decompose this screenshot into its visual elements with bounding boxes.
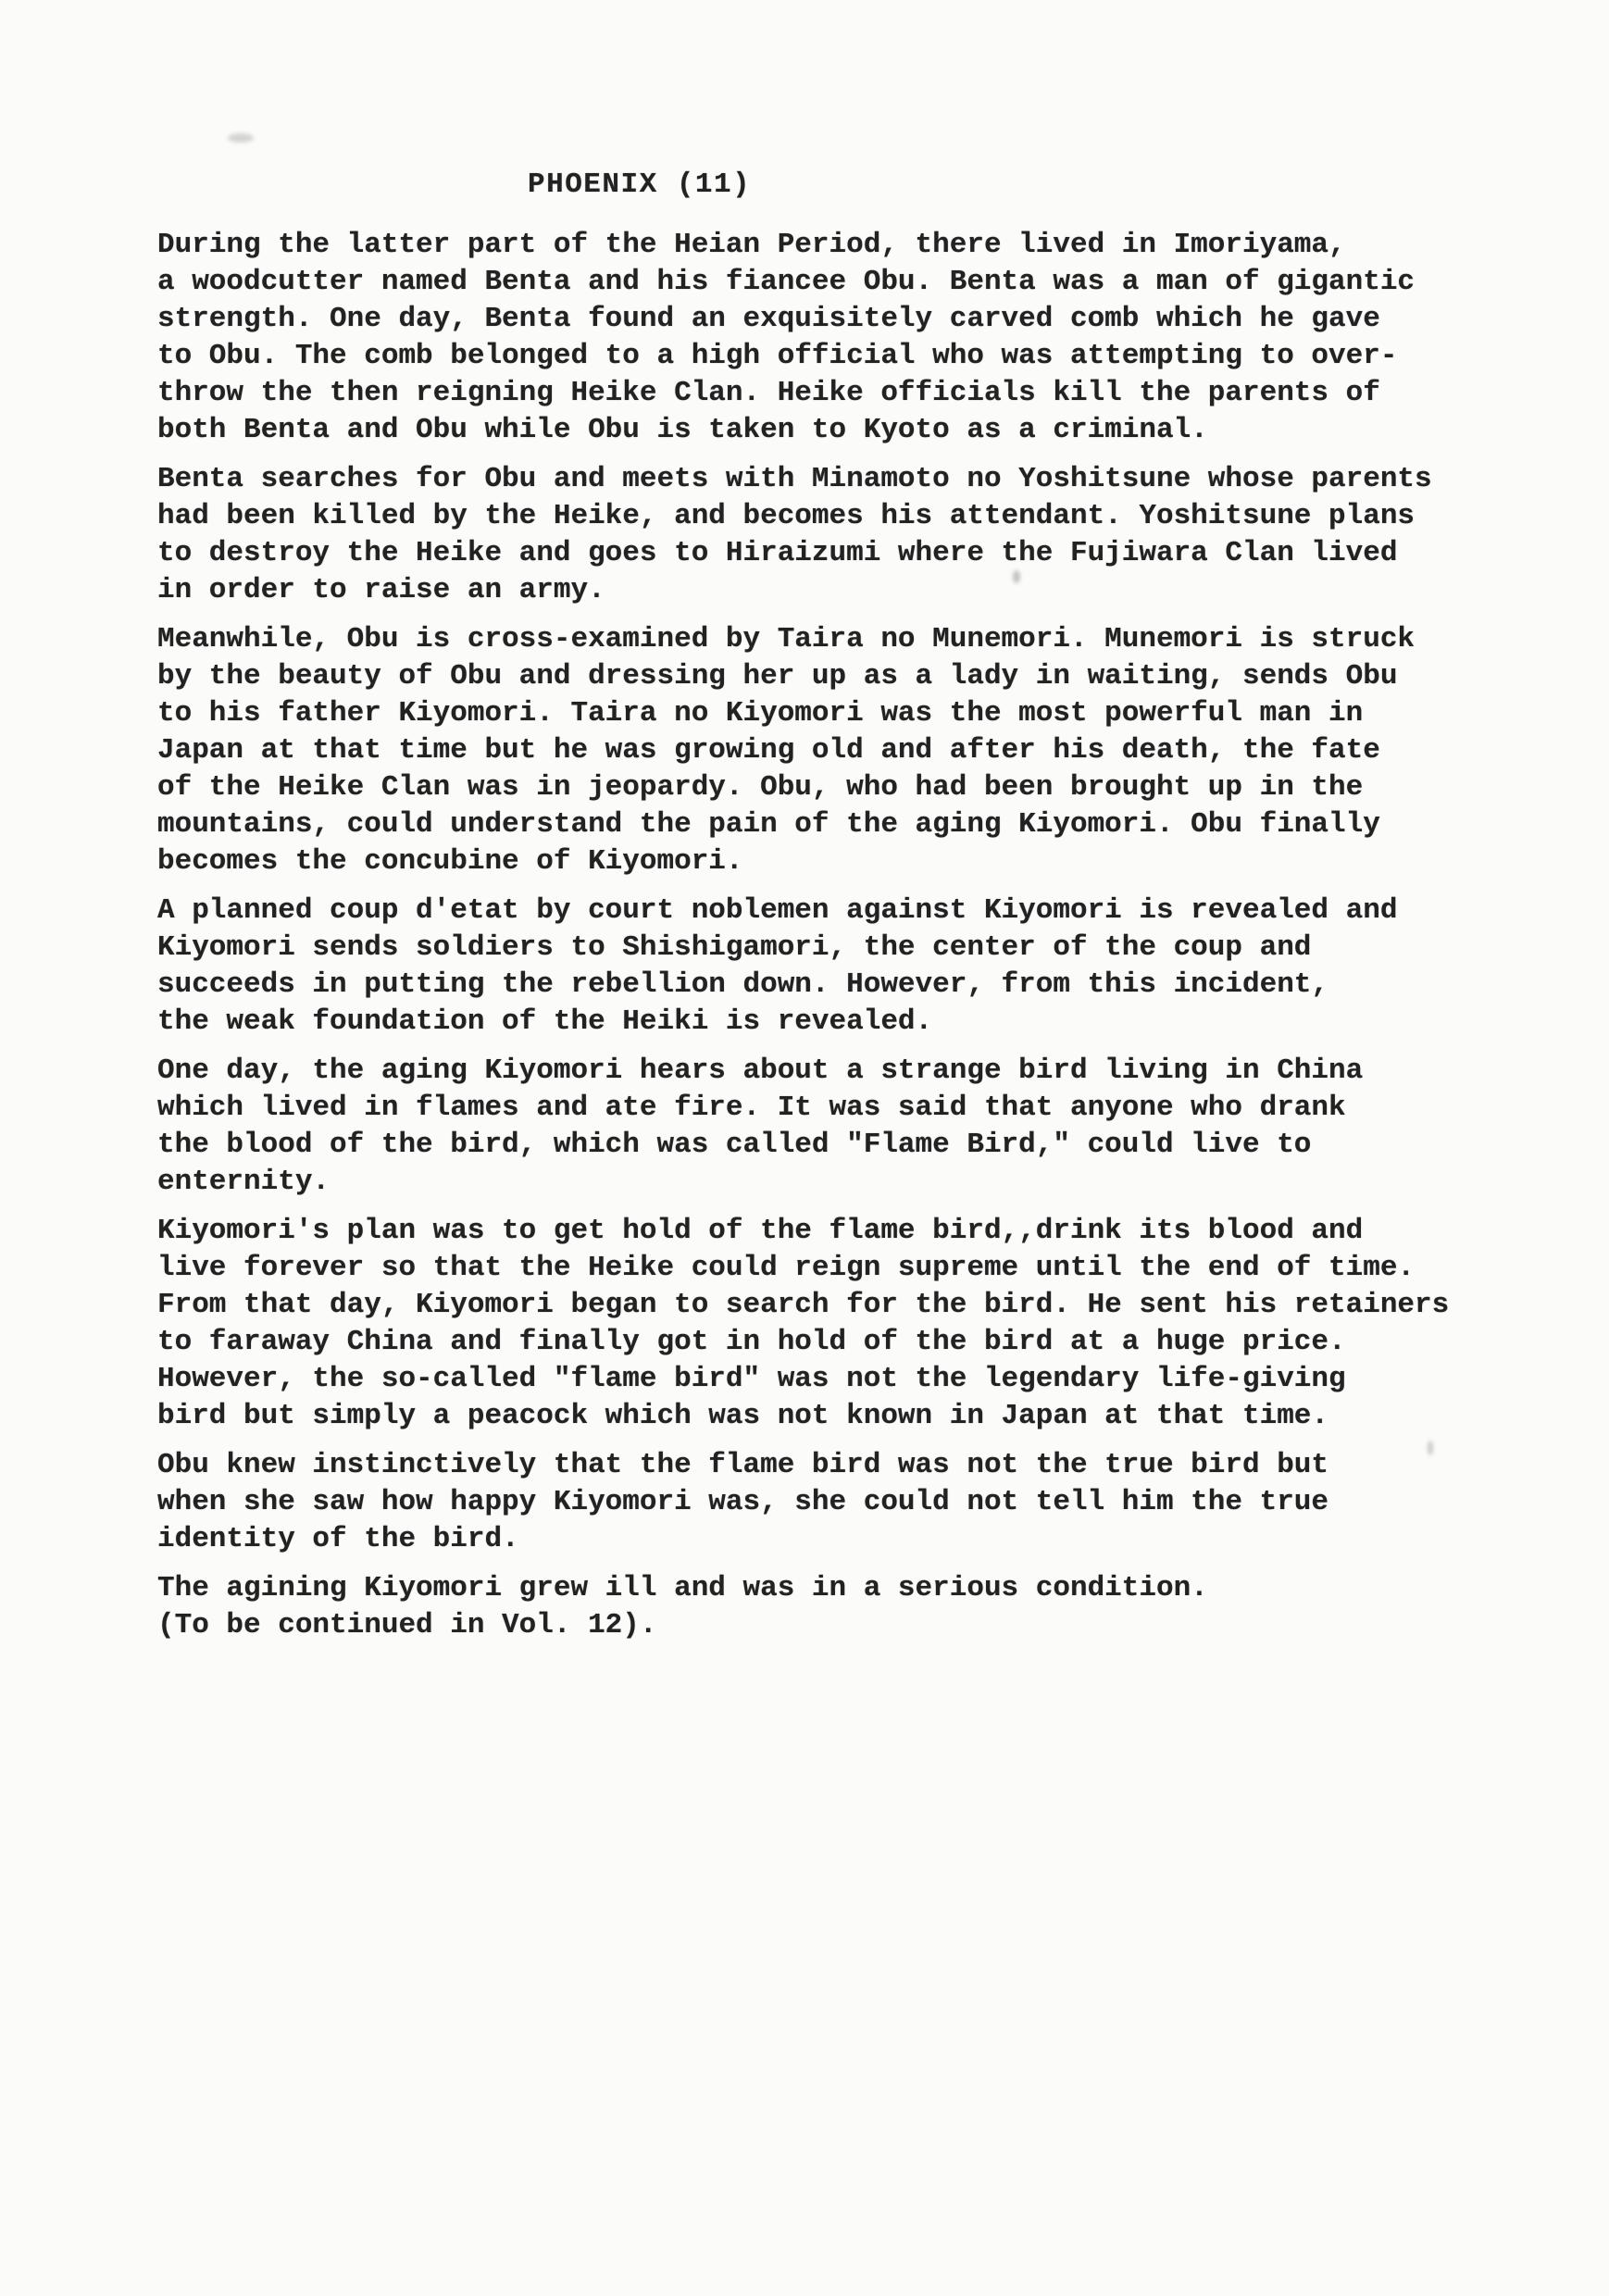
paragraph-3 bbox=[157, 621, 1500, 880]
text-line: had been killed by the Heike, and becomes his attendant. Yoshitsune plans bbox=[157, 500, 1416, 532]
paragraph-8 bbox=[157, 1570, 1500, 1644]
text-line: throw the then reigning Heike Clan. Heike officials kill the parents of bbox=[157, 377, 1380, 409]
text-line: the blood of the bird, which was called "Flame Bird," could live to bbox=[157, 1129, 1312, 1161]
paragraph-7 bbox=[157, 1447, 1500, 1558]
text-line: Kiyomori sends soldiers to Shishigamori, the center of the coup and bbox=[157, 931, 1312, 964]
text-line: live forever so that the Heike could reign supreme until the end of time. bbox=[157, 1252, 1416, 1284]
text-line: by the beauty of Obu and dressing her up as a lady in waiting, sends Obu bbox=[157, 660, 1398, 693]
text-line: the weak foundation of the Heiki is revealed. bbox=[157, 1005, 933, 1038]
text-line: However, the so-called "flame bird" was not the legendary life-giving bbox=[157, 1363, 1346, 1395]
text-line: becomes the concubine of Kiyomori. bbox=[157, 845, 743, 878]
text-line: Obu knew instinctively that the flame bird was not the true bird but bbox=[157, 1449, 1329, 1481]
text-line: Kiyomori's plan was to get hold of the flame bird,,drink its blood and bbox=[157, 1215, 1364, 1247]
text-line: The agining Kiyomori grew ill and was in a serious condition. bbox=[157, 1572, 1208, 1604]
text-line: Meanwhile, Obu is cross-examined by Taira no Munemori. Munemori is struck bbox=[157, 623, 1416, 655]
text-line: a woodcutter named Benta and his fiancee Obu. Benta was a man of gigantic bbox=[157, 266, 1416, 298]
text-line: (To be continued in Vol. 12). bbox=[157, 1609, 657, 1641]
text-line: which lived in flames and ate fire. It was said that anyone who drank bbox=[157, 1092, 1346, 1124]
text-line: From that day, Kiyomori began to search for the bird. He sent his retainers bbox=[157, 1289, 1450, 1321]
text-line: mountains, could understand the pain of the aging Kiyomori. Obu finally bbox=[157, 808, 1380, 841]
text-line: both Benta and Obu while Obu is taken to Kyoto as a criminal. bbox=[157, 414, 1208, 446]
text-line: to Obu. The comb belonged to a high official who was attempting to over- bbox=[157, 340, 1398, 372]
paragraph-6 bbox=[157, 1213, 1500, 1435]
paragraph-1 bbox=[157, 227, 1500, 449]
text-line: to destroy the Heike and goes to Hiraizumi where the Fujiwara Clan lived bbox=[157, 537, 1398, 569]
document-body bbox=[157, 167, 1500, 1656]
page-title: PHOENIX (11) bbox=[528, 168, 752, 201]
text-line: One day, the aging Kiyomori hears about a strange bird living in China bbox=[157, 1054, 1364, 1087]
text-line: strength. One day, Benta found an exquisitely carved comb which he gave bbox=[157, 303, 1380, 335]
paragraph-2 bbox=[157, 461, 1500, 609]
text-line: Japan at that time but he was growing old and after his death, the fate bbox=[157, 734, 1380, 767]
paragraph-4 bbox=[157, 892, 1500, 1041]
text-line: bird but simply a peacock which was not known in Japan at that time. bbox=[157, 1400, 1329, 1432]
text-line: to his father Kiyomori. Taira no Kiyomori was the most powerful man in bbox=[157, 697, 1364, 730]
text-line: enternity. bbox=[157, 1166, 331, 1198]
text-line: succeeds in putting the rebellion down. However, from this incident, bbox=[157, 968, 1329, 1001]
scan-smudge-artifact bbox=[228, 133, 254, 143]
text-line: to faraway China and finally got in hold of the bird at a huge price. bbox=[157, 1326, 1346, 1358]
text-line: when she saw how happy Kiyomori was, she could not tell him the true bbox=[157, 1486, 1329, 1518]
paragraph-5 bbox=[157, 1053, 1500, 1201]
text-line: A planned coup d'etat by court noblemen against Kiyomori is revealed and bbox=[157, 894, 1398, 927]
text-line: Benta searches for Obu and meets with Minamoto no Yoshitsune whose parents bbox=[157, 463, 1432, 495]
text-line: identity of the bird. bbox=[157, 1523, 519, 1555]
text-line: in order to raise an army. bbox=[157, 574, 605, 606]
text-line: of the Heike Clan was in jeopardy. Obu, who had been brought up in the bbox=[157, 771, 1364, 804]
text-line: During the latter part of the Heian Period, there lived in Imoriyama, bbox=[157, 229, 1346, 261]
